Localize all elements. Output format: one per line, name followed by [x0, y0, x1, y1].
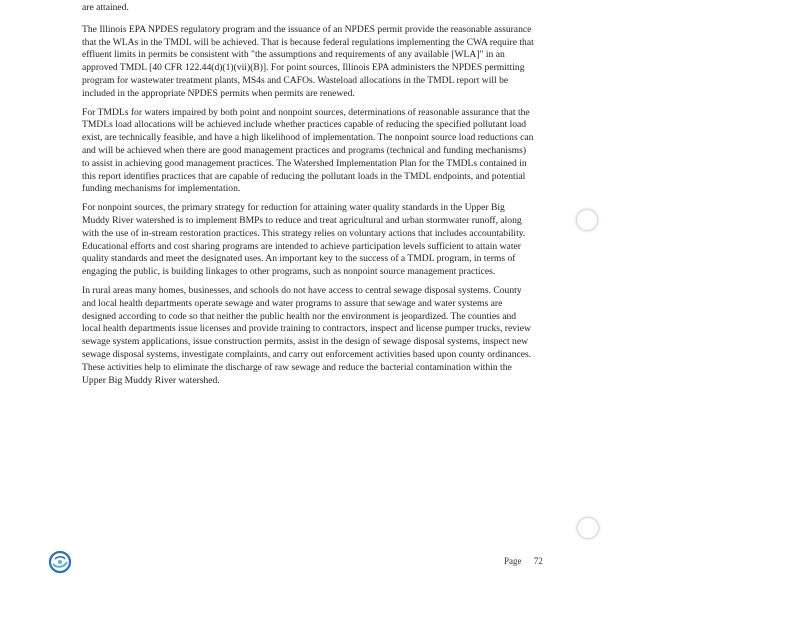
document-body: [82, 2, 534, 393]
page-number-value: 72: [533, 556, 543, 566]
scroll-handle-lower[interactable]: [577, 517, 599, 539]
paragraph-npdes-assurance: The Illinois EPA NPDES regulatory program and the issuance of an NPDES permit provide the reasonable assurance that the WLAs in the TMDL will be achieved. That is because federal regulations implementing the CWA require that effluent limits in permits be consistent with "the assumptions and requirements of any available [WLA]" in an approved TMDL [40 CFR 122.44(d)(1)(vii)(B)]. For point sources, Illinois EPA administers the NPDES permitting program for wastewater treatment plants, MS4s and CAFOs. Wasteload allocations in the TMDL report will be included in the appropriate NPDES permits when permits are renewed.: [82, 23, 534, 99]
scroll-handle-upper[interactable]: [576, 209, 598, 231]
page-label: Page: [504, 556, 522, 566]
globe-logo-icon: [48, 550, 72, 574]
paragraph-nonpoint-strategy: For nonpoint sources, the primary strategy for reduction for attaining water quality standards in the Upper Big Muddy River watershed is to implement BMPs to reduce and treat agricultural and urban stormwater runoff, along with the use of in-stream restoration practices. This strategy relies on voluntary actions that includes accountability. Educational efforts and cost sharing programs are intended to achieve participation levels sufficient to attain water quality standards and meet the designated uses. An important key to the success of a TMDL program, in terms of engaging the public, is building linkages to other programs, such as nonpoint source management practices.: [82, 202, 526, 278]
page-number: [504, 556, 543, 566]
paragraph-rural-sewage: In rural areas many homes, businesses, and schools do not have access to central sewage disposal systems. County and local health departments operate sewage and water programs to assure that sewage and water systems are designed according to code so that neither the public health nor the environment is jeopardized. The counties and local health departments issue licenses and provide training to contractors, inspect and license pumper trucks, review sewage system applications, issue construction permits, assist in the design of sewage disposal systems, inspect new sewage disposal systems, investigate complaints, and carry out enforcement activities based upon county ordinances. These activities help to eliminate the discharge of raw sewage and reduce the bacterial contamination within the Upper Big Muddy River watershed.: [82, 284, 532, 386]
paragraph-continuation: are attained.: [82, 2, 129, 13]
paragraph-tmdl-point-nonpoint: For TMDLs for waters impaired by both point and nonpoint sources, determinations of reasonable assurance that the TMDLs load allocations will be achieved include whether practices capable of reducing the specified pollutant load exist, are technically feasible, and have a high likelihood of implementation. The nonpoint source load reductions can and will be achieved when there are good management practices and programs (technical and funding mechanisms) to assist in achieving good management practices. The Watershed Implementation Plan for the TMDLs contained in this report identifies practices that are capable of reducing the pollutant loads in the TMDL endpoints, and potential funding mechanisms for implementation.: [82, 106, 534, 195]
